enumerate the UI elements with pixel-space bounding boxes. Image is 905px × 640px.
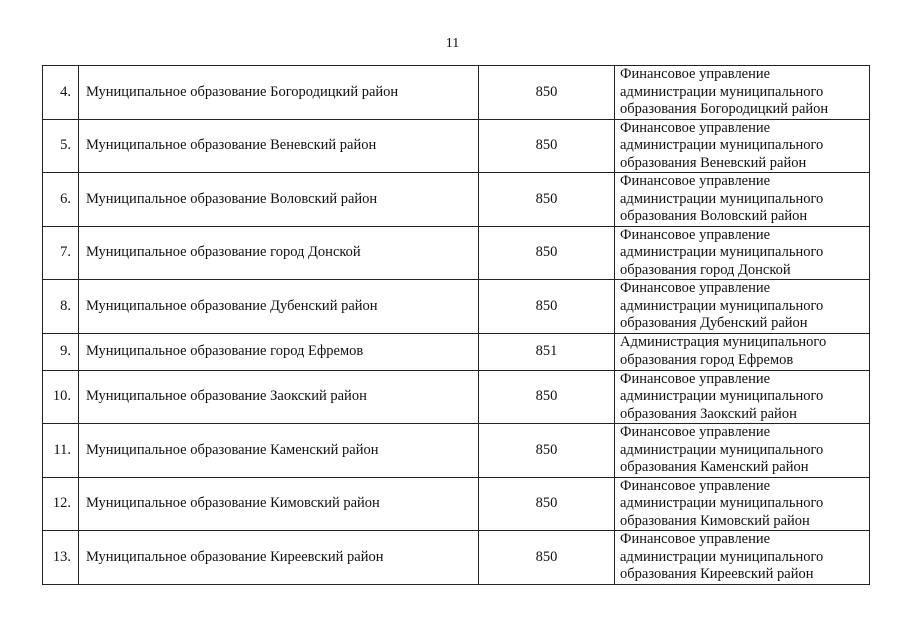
administrator-name: Финансовое управление администрации муниципального образования Киреевский район <box>615 531 870 585</box>
row-number: 9. <box>43 333 79 370</box>
table-row <box>43 226 870 280</box>
administrator-name: Администрация муниципального образования город Ефремов <box>615 333 870 370</box>
table-row <box>43 66 870 120</box>
municipality-name: Муниципальное образование город Ефремов <box>79 333 479 370</box>
row-number: 12. <box>43 477 79 531</box>
municipality-name: Муниципальное образование Киреевский район <box>79 531 479 585</box>
table-row <box>43 119 870 173</box>
row-number: 4. <box>43 66 79 120</box>
administrator-code: 850 <box>479 66 615 120</box>
row-number: 11. <box>43 424 79 478</box>
administrator-code: 850 <box>479 226 615 280</box>
municipality-name: Муниципальное образование Богородицкий район <box>79 66 479 120</box>
table-row <box>43 531 870 585</box>
administrator-name: Финансовое управление администрации муниципального образования Каменский район <box>615 424 870 478</box>
municipality-name: Муниципальное образование Дубенский район <box>79 280 479 334</box>
municipality-name: Муниципальное образование Воловский район <box>79 173 479 227</box>
administrator-name: Финансовое управление администрации муниципального образования Кимовский район <box>615 477 870 531</box>
administrator-code: 850 <box>479 531 615 585</box>
table-row <box>43 173 870 227</box>
municipality-name: Муниципальное образование город Донской <box>79 226 479 280</box>
administrator-name: Финансовое управление администрации муниципального образования Дубенский район <box>615 280 870 334</box>
page-number: 11 <box>445 36 460 51</box>
municipality-name: Муниципальное образование Каменский район <box>79 424 479 478</box>
row-number: 8. <box>43 280 79 334</box>
administrator-name: Финансовое управление администрации муниципального образования Заокский район <box>615 370 870 424</box>
municipality-name: Муниципальное образование Кимовский район <box>79 477 479 531</box>
municipality-name: Муниципальное образование Веневский район <box>79 119 479 173</box>
administrator-code: 850 <box>479 119 615 173</box>
administrator-code: 850 <box>479 173 615 227</box>
administrator-code: 850 <box>479 280 615 334</box>
table-row <box>43 424 870 478</box>
administrator-code: 851 <box>479 333 615 370</box>
administrator-code: 850 <box>479 424 615 478</box>
administrator-name: Финансовое управление администрации муниципального образования Веневский район <box>615 119 870 173</box>
administrator-name: Финансовое управление администрации муниципального образования Воловский район <box>615 173 870 227</box>
row-number: 5. <box>43 119 79 173</box>
municipalities-table <box>42 65 870 585</box>
table-row <box>43 370 870 424</box>
administrator-code: 850 <box>479 370 615 424</box>
table-row <box>43 280 870 334</box>
table-row <box>43 477 870 531</box>
administrator-name: Финансовое управление администрации муниципального образования город Донской <box>615 226 870 280</box>
row-number: 7. <box>43 226 79 280</box>
administrator-name: Финансовое управление администрации муниципального образования Богородицкий район <box>615 66 870 120</box>
municipality-name: Муниципальное образование Заокский район <box>79 370 479 424</box>
administrator-code: 850 <box>479 477 615 531</box>
row-number: 13. <box>43 531 79 585</box>
row-number: 6. <box>43 173 79 227</box>
table-row <box>43 333 870 370</box>
row-number: 10. <box>43 370 79 424</box>
